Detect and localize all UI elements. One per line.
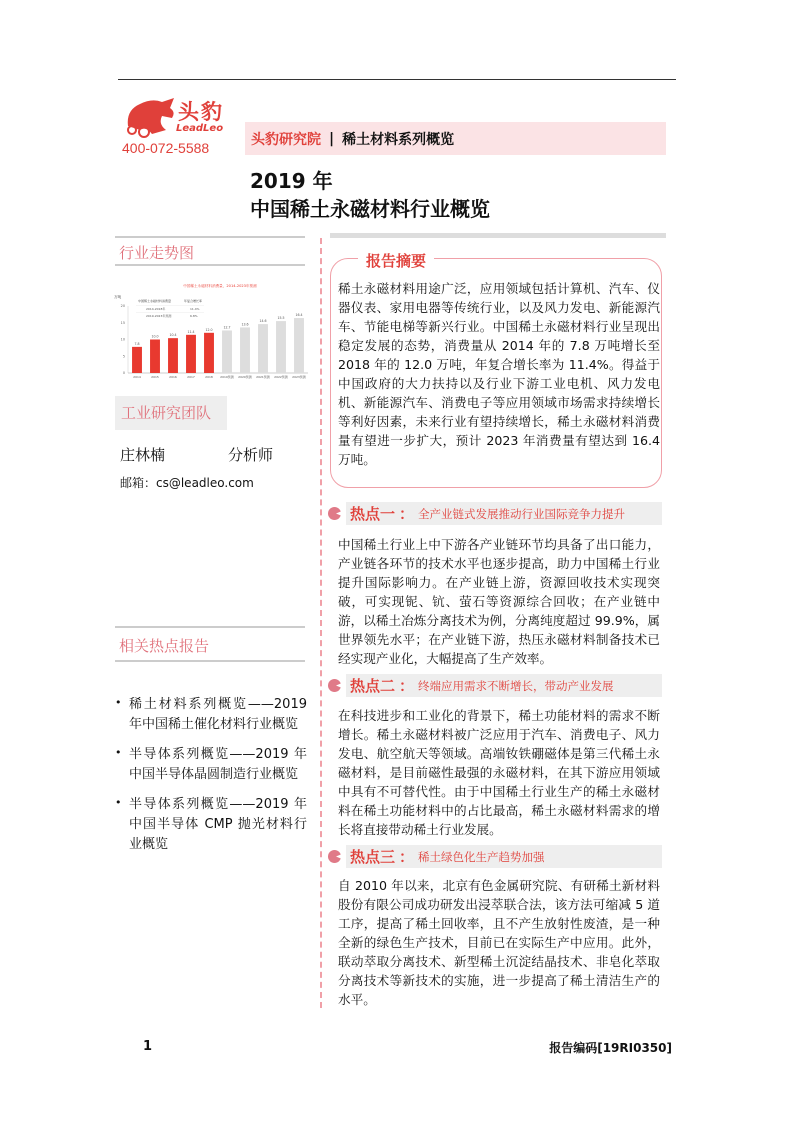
report-year: 2019 年 <box>250 169 333 193</box>
bar-value-label: 7.8 <box>134 341 140 346</box>
x-tick-label: 2020预测 <box>238 375 252 379</box>
summary-title: 报告摘要 <box>358 250 434 271</box>
legend-period: 2019-2023年预测 <box>146 314 172 318</box>
bar-value-label: 13.6 <box>241 322 249 327</box>
brand-name-en: LeadLeo <box>176 123 224 134</box>
chart-bar <box>204 333 214 373</box>
x-tick-label: 2023预测 <box>292 375 306 379</box>
chart-title: 中国稀土永磁材料消费量，2014-2023年预测 <box>183 284 257 288</box>
institute-name: 头豹研究院 <box>251 131 321 148</box>
legend-header: 年复合增长率 <box>184 299 203 303</box>
y-tick-label: 20 <box>120 304 125 309</box>
bar-value-label: 10.0 <box>151 334 159 339</box>
hotspot-header-2 <box>328 674 662 697</box>
analyst-role: 分析师 <box>228 446 274 464</box>
x-tick-label: 2022预测 <box>274 375 288 379</box>
report-code: 报告编码[19RI0350] <box>549 1041 672 1055</box>
hotspot-label: 热点二 <box>350 677 396 695</box>
chart-bar <box>132 347 142 373</box>
hotspot-text-1: 中国稀土行业上中下游各产业链环节均具备了出口能力，产业链各环节的技术水平也逐步提高，助力中国稀土行业提升国际影响力。在产业链上游，资源回收技术实现突破，可实现铌、钪、萤石等资源综合回收；在产业链中游，以稀土冶炼分离技术为例，分离纯度超过 99.9%，属世界领先水平；在产业链下游，热压永磁材料制备技术已经实现产业化，大幅提高了生产效率。 <box>338 537 660 666</box>
chart-bar <box>168 338 178 373</box>
series-band <box>245 122 666 155</box>
pacman-bullet-icon <box>328 507 341 520</box>
report-title: 中国稀土永磁材料行业概览 <box>250 197 490 221</box>
hotspot-label: 热点一 <box>350 505 396 523</box>
hotspot-text-2: 在科技进步和工业化的背景下，稀土功能材料的需求不断增长。稀土永磁材料被广泛应用于汽车、消费电子、风力发电、航空航天等领域。高端钕铁硼磁体是第三代稀土永磁材料，是目前磁性最强的永磁材料，在其下游应用领域中具有不可替代性。由于中国稀土行业生产的稀土永磁材料在稀土功能材料中的占比最高，稀土永磁材料需求的增长将直接带动稀土行业发展。 <box>338 708 660 837</box>
bar-value-label: 16.4 <box>295 313 303 318</box>
bar-value-label: 14.6 <box>259 319 267 324</box>
hotspot-header-3 <box>328 845 662 868</box>
bar-value-label: 11.4 <box>187 329 195 334</box>
page-number: 1 <box>143 1039 153 1054</box>
team-heading: 工业研究团队 <box>115 396 227 430</box>
hotspot-subtitle: 终端应用需求不断增长，带动产业发展 <box>418 678 614 693</box>
chart-bar <box>240 327 250 373</box>
series-name: 稀土材料系列概览 <box>342 131 455 148</box>
related-heading: 相关热点报告 <box>115 626 305 662</box>
analyst-name: 庄林楠 <box>120 446 166 464</box>
x-tick-label: 2019预测 <box>220 375 234 379</box>
hotspot-subtitle: 全产业链式发展推动行业国际竞争力提升 <box>418 506 626 521</box>
related-report-link[interactable]: • 半导体系列概览——2019 年中国半导体 CMP 抛光材料行业概览 <box>115 795 307 855</box>
analyst-email: 邮箱：cs@leadleo.com <box>120 476 254 490</box>
separator: | <box>329 130 335 147</box>
pacman-bullet-icon <box>328 850 341 863</box>
legend-cagr: 6.8% <box>190 314 198 318</box>
pacman-bullet-icon <box>328 679 341 692</box>
section-bar <box>330 233 666 238</box>
x-tick-label: 2017 <box>187 375 195 379</box>
legend-cagr: 11.4% <box>190 307 200 311</box>
phone-number: 400-072-5588 <box>122 140 210 156</box>
y-tick-label: 10 <box>120 337 125 342</box>
bar-value-label: 12.0 <box>205 327 213 332</box>
chart-bar <box>276 321 286 373</box>
summary-text: 稀土永磁材料用途广泛，应用领域包括计算机、汽车、仪器仪表、家用电器等传统行业，以及风力发电、新能源汽车、节能电梯等新兴行业。中国稀土永磁材料行业呈现出稳定发展的态势，消费量从 2014 年的 7.8 万吨增长至 2018 年的 12.0 万吨，年复合增长率为 11.4%。得益于中国政府的大力扶持以及行业下游工业电机、风力发电机、新能源汽车、消费电子等应用领域市场需求持续增长等利好因素，未来行业有望持续增长，稀土永磁材料消费量有望进一步扩大，预计 2023 年消费量有望达到 16.4 万吨。 <box>338 281 660 467</box>
related-report-link[interactable]: • 稀土材料系列概览——2019 年中国稀土催化材料行业概览 <box>115 695 307 735</box>
chart-bar <box>222 330 232 373</box>
consumption-chart <box>112 278 310 382</box>
legend-header: 中国稀土永磁材料消费量 <box>138 299 172 303</box>
legend-period: 2014-2018年 <box>146 307 166 311</box>
hotspot-header-1 <box>328 502 662 525</box>
x-tick-label: 2016 <box>169 375 177 379</box>
chart-bar <box>150 340 160 374</box>
hotspot-label: 热点三 <box>350 848 396 866</box>
bar-value-label: 15.5 <box>277 316 285 321</box>
y-tick-label: 15 <box>120 320 125 325</box>
chart-bar <box>258 324 268 373</box>
related-report-link[interactable]: • 半导体系列概览——2019 年中国半导体晶圆制造行业概览 <box>115 745 307 785</box>
hotspot-colon: ： <box>399 505 415 523</box>
brand-name: 头豹 <box>178 100 224 124</box>
chart-bar <box>186 335 196 373</box>
bar-value-label: 12.7 <box>223 325 231 330</box>
x-tick-label: 2021预测 <box>256 375 270 379</box>
column-divider <box>320 238 322 1008</box>
x-tick-label: 2015 <box>151 375 159 379</box>
x-tick-label: 2014 <box>133 375 141 379</box>
related-reports-list <box>115 695 307 865</box>
hotspot-colon: ： <box>399 848 415 866</box>
x-tick-label: 2018 <box>205 375 213 379</box>
hotspot-colon: ： <box>399 677 415 695</box>
top-divider <box>118 79 676 80</box>
leopard-logo-icon <box>122 96 178 138</box>
hotspot-subtitle: 稀土绿色化生产趋势加强 <box>418 849 545 864</box>
hotspot-text-3: 自 2010 年以来，北京有色金属研究院、有研稀土新材料股份有限公司成功研发出浸萃联合法，该方法可缩减 5 道工序，提高了稀土回收率，且不产生放射性废渣，是一种全新的绿色生产技术，目前已在实际生产中应用。此外，联动萃取分离技术、新型稀土沉淀结晶技术、非皂化萃取分离技术等新技术的实施，进一步提高了稀土清洁生产的水平。 <box>338 878 660 1007</box>
bar-value-label: 10.4 <box>169 333 177 338</box>
chart-bar <box>294 318 304 373</box>
y-tick-label: 0 <box>122 371 125 376</box>
trend-heading: 行业走势图 <box>115 236 305 266</box>
y-axis-label: 万吨 <box>114 295 122 299</box>
y-tick-label: 5 <box>122 354 125 359</box>
